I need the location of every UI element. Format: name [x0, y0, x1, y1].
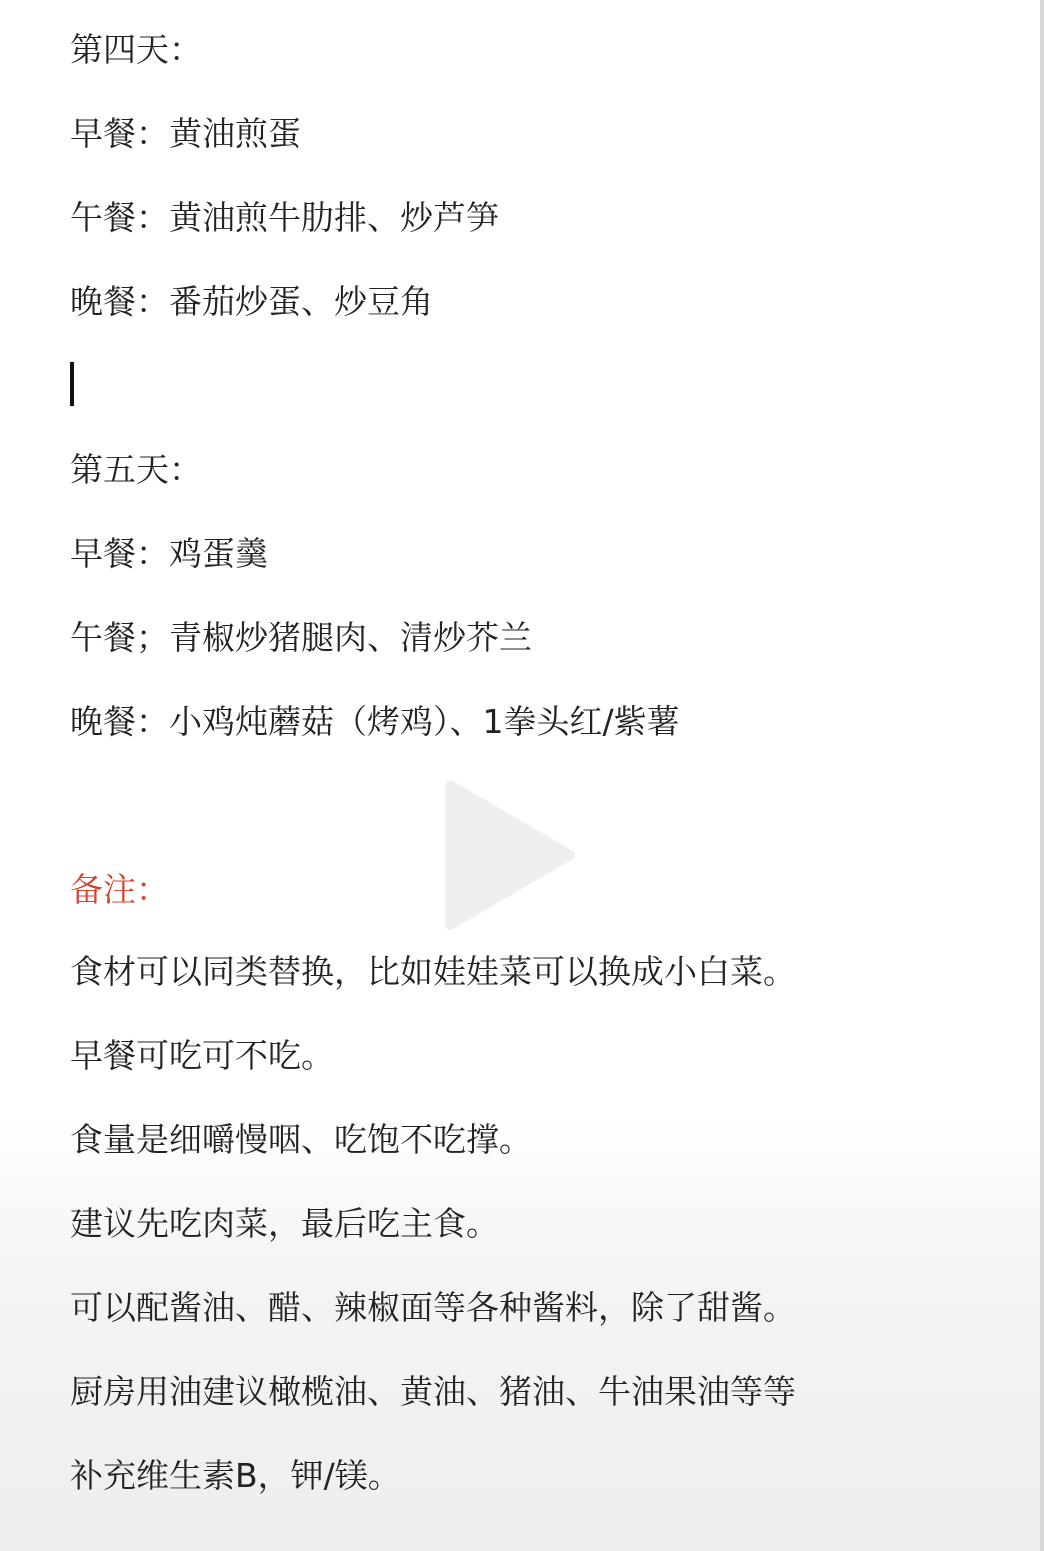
day5-breakfast: 早餐：鸡蛋羹	[70, 534, 268, 573]
note-item: 食量是细嚼慢咽、吃饱不吃撑。	[70, 1120, 532, 1159]
day4-title: 第四天：	[70, 30, 202, 69]
day5-dinner: 晚餐：小鸡炖蘑菇（烤鸡）、1拳头红/紫薯	[70, 702, 680, 741]
note-item: 补充维生素B，钾/镁。	[70, 1456, 401, 1495]
day5-title: 第五天：	[70, 450, 202, 489]
day4-breakfast: 早餐：黄油煎蛋	[70, 114, 301, 153]
note-item: 食材可以同类替换，比如娃娃菜可以换成小白菜。	[70, 952, 796, 991]
notes-title: 备注：	[70, 870, 169, 909]
day5-lunch: 午餐；青椒炒猪腿肉、清炒芥兰	[70, 618, 532, 657]
note-item: 早餐可吃可不吃。	[70, 1036, 334, 1075]
day4-dinner: 晚餐：番茄炒蛋、炒豆角	[70, 282, 433, 321]
page-edge	[1040, 0, 1044, 1551]
day4-lunch: 午餐：黄油煎牛肋排、炒芦笋	[70, 198, 499, 237]
play-icon[interactable]	[420, 770, 590, 940]
note-item: 厨房用油建议橄榄油、黄油、猪油、牛油果油等等	[70, 1372, 796, 1411]
note-item: 建议先吃肉菜，最后吃主食。	[70, 1204, 499, 1243]
text-cursor-icon	[70, 362, 74, 406]
note-item: 可以配酱油、醋、辣椒面等各种酱料，除了甜酱。	[70, 1288, 796, 1327]
